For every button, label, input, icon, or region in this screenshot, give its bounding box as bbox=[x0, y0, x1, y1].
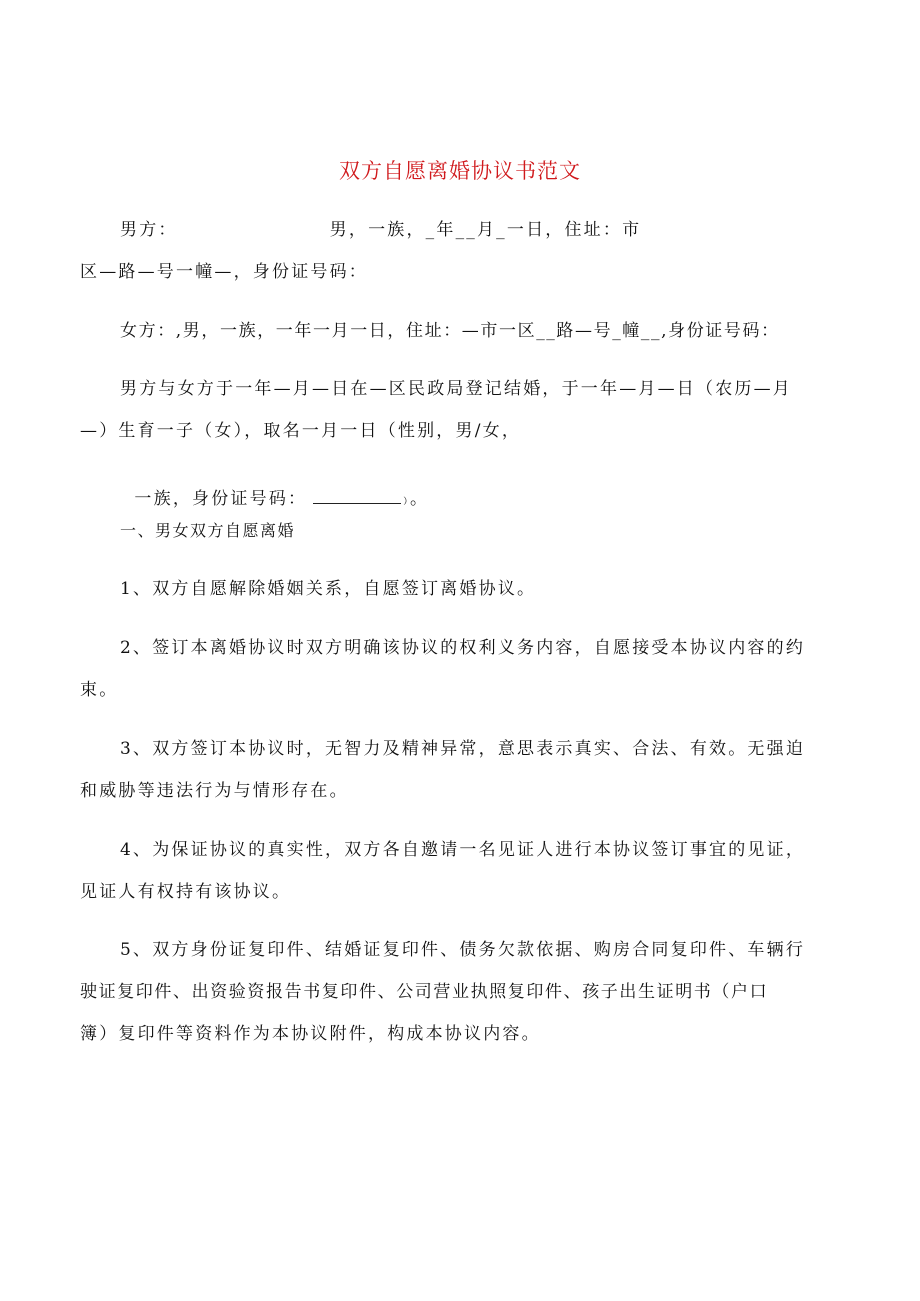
clause-5-line-3: 簿）复印件等资料作为本协议附件，构成本协议内容。 bbox=[80, 1024, 541, 1044]
document-title: 双方自愿离婚协议书范文 bbox=[339, 159, 581, 183]
id-number-blank bbox=[313, 487, 401, 504]
male-party-line: 男方： 男，一族，_年__月_一日，住址：市 bbox=[120, 220, 642, 240]
clause-4-line-1: 4、为保证协议的真实性，双方各自邀请一名见证人进行本协议签订事宜的见证， bbox=[120, 840, 806, 860]
clause-5-line-1: 5、双方身份证复印件、结婚证复印件、债务欠款依据、购房合同复印件、车辆行 bbox=[120, 940, 806, 960]
clause-3-line-1: 3、双方签订本协议时，无智力及精神异常，意思表示真实、合法、有效。无强迫 bbox=[120, 739, 806, 759]
closing-paren: ） bbox=[403, 497, 410, 507]
female-party-line: 女方：,男，一族，一年一月一日，住址：—市一区__路—号_幢__,身份证号码： bbox=[120, 321, 780, 341]
clause-3-line-2: 和威胁等违法行为与情形存在。 bbox=[80, 781, 349, 801]
male-party-address-line: 区—路—号一幢—，身份证号码： bbox=[80, 262, 368, 282]
marriage-registration-line: 男方与女方于一年—月—日在—区民政局登记结婚，于一年—月—日（农历—月 bbox=[120, 379, 792, 399]
closing-period: 。 bbox=[409, 489, 430, 509]
clause-1: 1、双方自愿解除婚姻关系，自愿签订离婚协议。 bbox=[120, 579, 537, 599]
clause-2-line-2: 束。 bbox=[80, 680, 119, 700]
child-id-label: 一族，身份证号码： bbox=[134, 489, 308, 509]
child-info-line: —）生育一子（女），取名一月一日（性别，男/女， bbox=[80, 421, 522, 441]
section-heading-1: 一、男女双方自愿离婚 bbox=[120, 521, 296, 540]
clause-2-line-1: 2、签订本离婚协议时双方明确该协议的权利义务内容，自愿接受本协议内容的约 bbox=[120, 638, 806, 658]
clause-5-line-2: 驶证复印件、出资验资报告书复印件、公司营业执照复印件、孩子出生证明书（户口 bbox=[80, 982, 769, 1002]
clause-4-line-2: 见证人有权持有该协议。 bbox=[80, 882, 292, 902]
